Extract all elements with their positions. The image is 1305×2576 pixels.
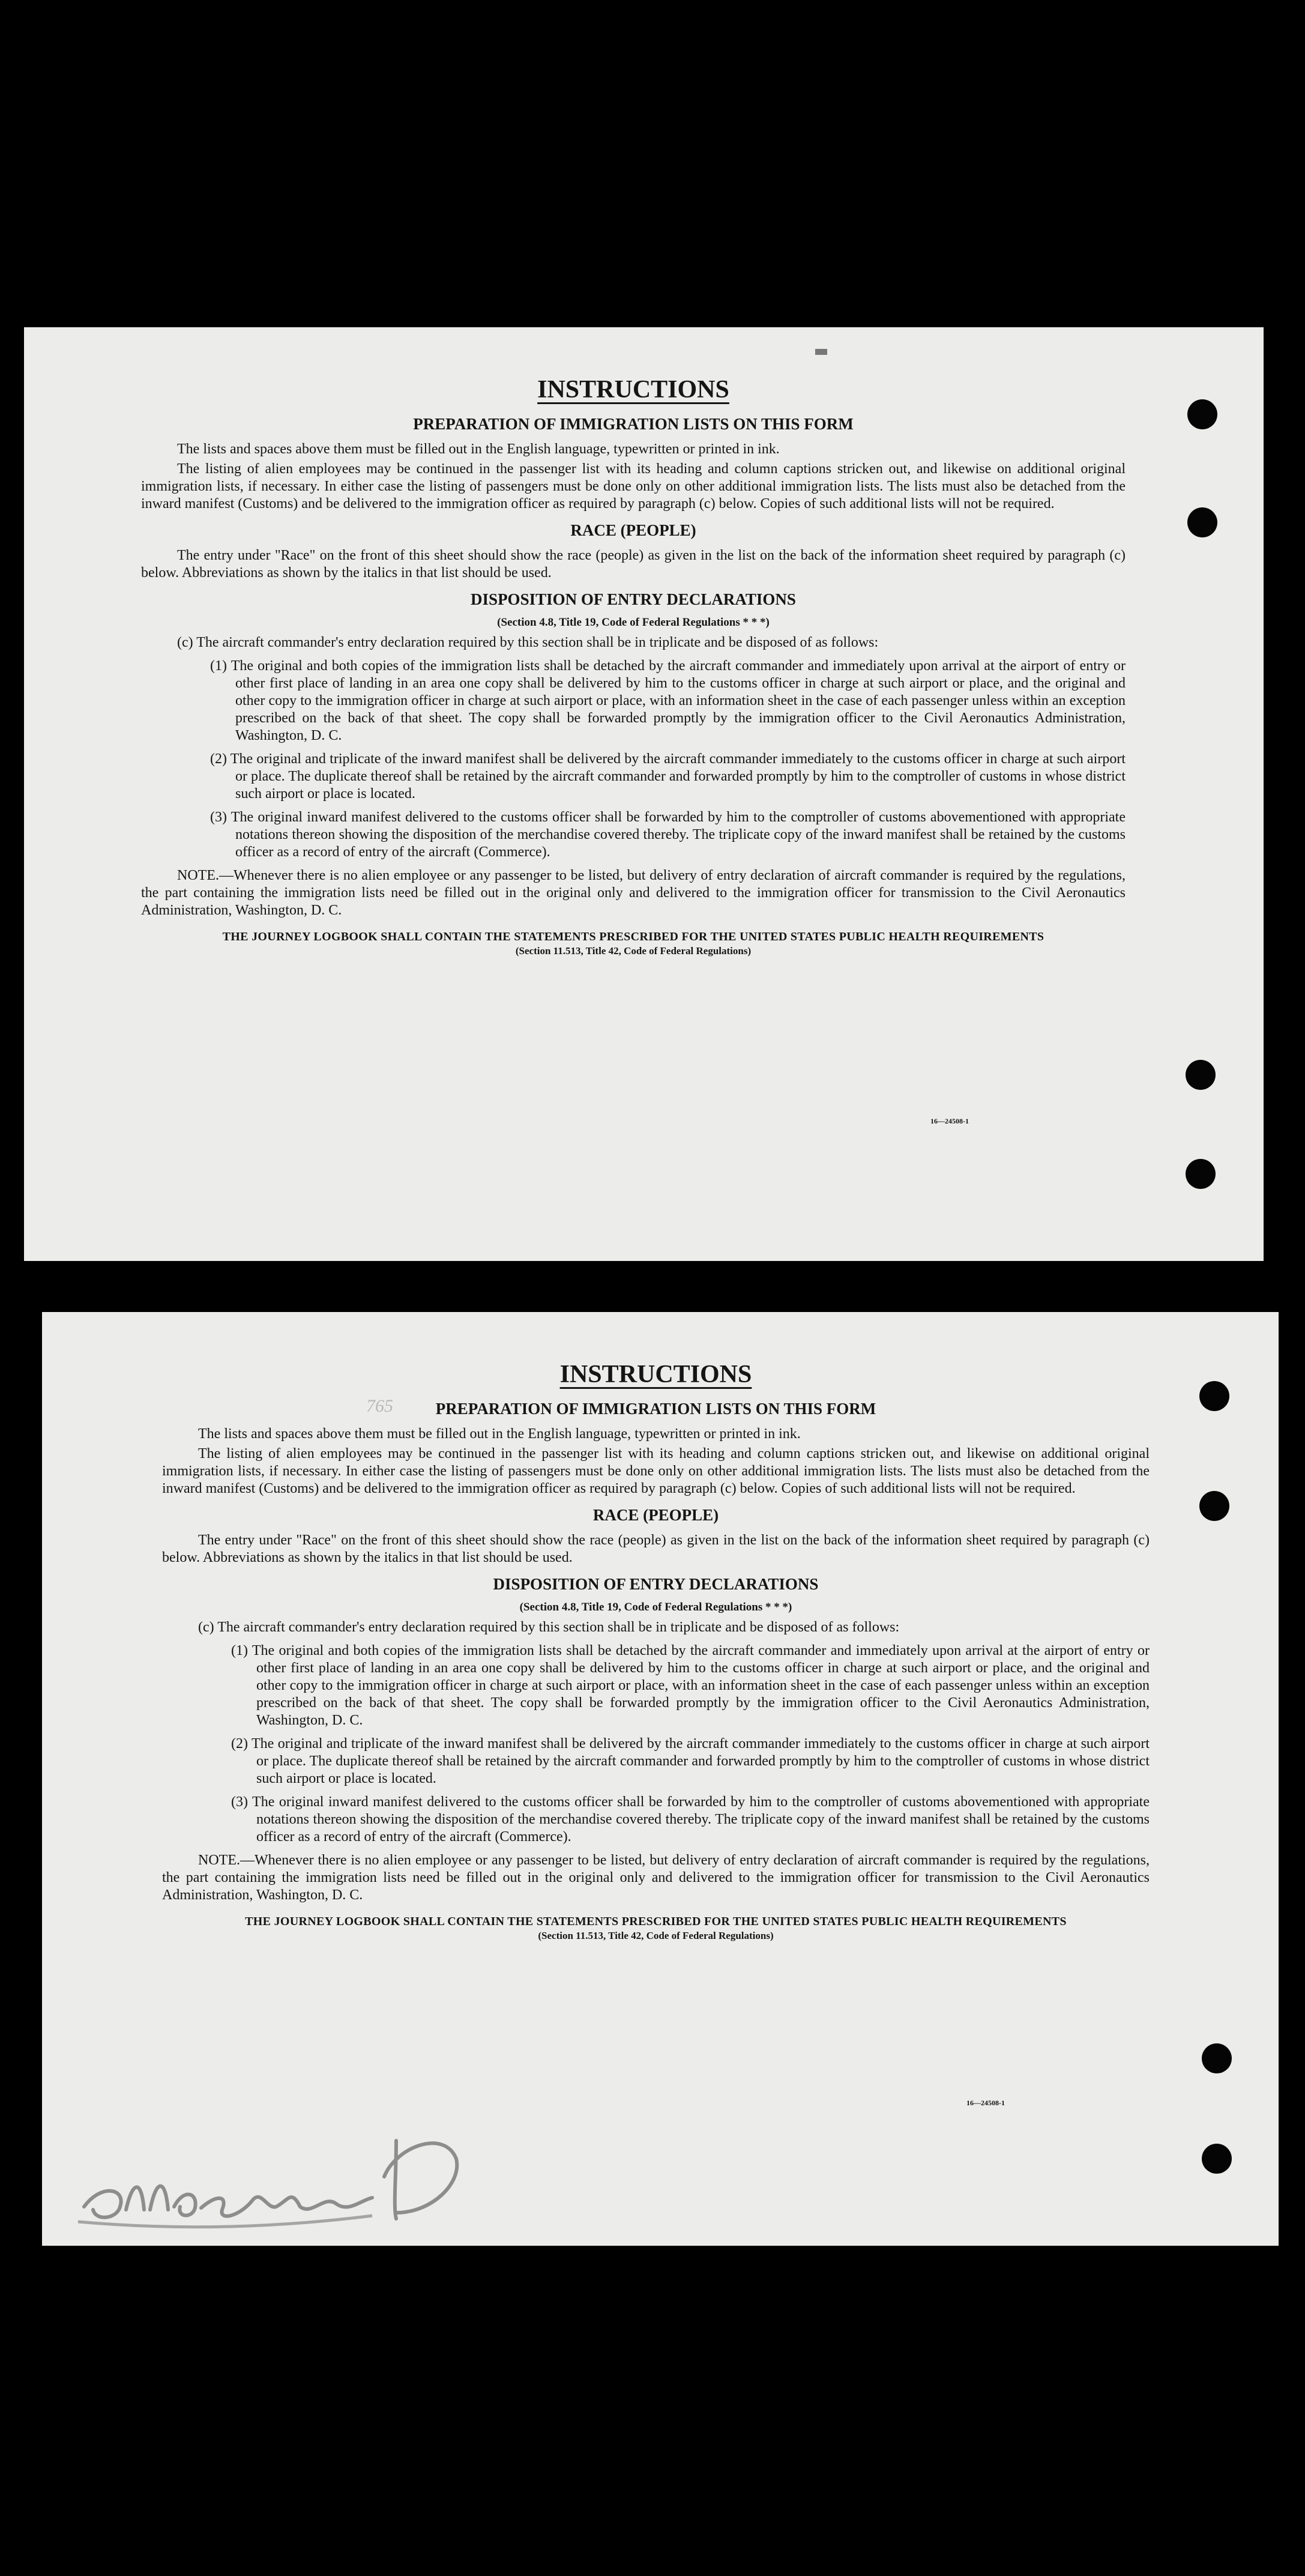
list-item-1: (1) The original and both copies of the immigration lists shall be detached by the aircraft commander and immediately upon arrival at the airport of entry or other first place of landing in an area one copy shall be delivered by him to the customs officer in charge at such airport or place, and the original and other copy to the immigration officer in charge at such airport or place, with an information sheet in the case of each passenger unless within an exception prescribed on the back of that sheet. The copy shall be forwarded promptly by the immigration officer to the Civil Aeronautics Administration, Washington, D. C. [210, 658, 1126, 743]
form-number: 16—24508-1 [930, 1117, 969, 1125]
section-heading-race: RACE (PEOPLE) [570, 521, 696, 539]
list-item-1: (1) The original and both copies of the immigration lists shall be detached by the aircraft commander and immediately upon arrival at the airport of entry or other first place of landing in an area one copy shall be delivered by him to the customs officer in charge at such airport or place, and the original and other copy to the immigration officer in charge at such airport or place, with an information sheet in the case of each passenger unless within an exception prescribed on the back of that sheet. The copy shall be forwarded promptly by the immigration officer to the Civil Aeronautics Administration, Washington, D. C. [231, 1643, 1150, 1728]
section-heading-race: RACE (PEOPLE) [592, 1506, 719, 1524]
paragraph-entry-declaration: (c) The aircraft commander's entry declaration required by this section shall be in triplicate and be disposed of as follows: [177, 635, 879, 650]
note-paragraph: NOTE.—Whenever there is no alien employee or any passenger to be listed, but delivery of entry declaration of aircraft commander is required by the regulations, the part containing the immigration lists need be filled out in the original only and delivered to the immigration officer for transmission to the Civil Aeronautics Administration, Washington, D. C. [141, 868, 1126, 918]
paragraph-alien-employees: The listing of alien employees may be continued in the passenger list with its heading and column captions stricken out, and likewise on additional original immigration lists, if necessary. In either case the listing of passengers must be done only on other additional immigration lists. The lists must also be detached from the inward manifest (Customs) and be delivered to the immigration officer as required by paragraph (c) below. Copies of such additional lists will not be required. [141, 461, 1126, 512]
punch-hole [1187, 507, 1217, 537]
punch-hole [1202, 2144, 1232, 2174]
section-heading-disposition: DISPOSITION OF ENTRY DECLARATIONS [471, 590, 796, 608]
punch-hole [1199, 1381, 1229, 1411]
paragraph-alien-employees: The listing of alien employees may be continued in the passenger list with its heading and column captions stricken out, and likewise on additional original immigration lists, if necessary. In either case the listing of passengers must be done only on other additional immigration lists. The lists must also be detached from the inward manifest (Customs) and be delivered to the immigration officer as required by paragraph (c) below. Copies of such additional lists will not be required. [162, 1446, 1150, 1496]
paragraph-language: The lists and spaces above them must be filled out in the English language, typewritten or printed in ink. [177, 441, 780, 457]
punch-hole [1186, 1060, 1216, 1090]
footer-heading: THE JOURNEY LOGBOOK SHALL CONTAIN THE STATEMENTS PRESCRIBED FOR THE UNITED STATES PUBLIC HEALTH REQUIREMENTS [245, 1915, 1067, 1928]
punch-hole [1202, 2043, 1232, 2073]
section-heading-preparation: PREPARATION OF IMMIGRATION LISTS ON THIS FORM [413, 415, 854, 433]
punch-hole [1199, 1491, 1229, 1521]
section-heading-disposition: DISPOSITION OF ENTRY DECLARATIONS [493, 1575, 819, 1593]
punch-hole [1186, 1159, 1216, 1189]
scan-mark [815, 349, 827, 355]
page-title: INSTRUCTIONS [537, 376, 729, 404]
list-item-3: (3) The original inward manifest delivered to the customs officer shall be forwarded by him to the comptroller of customs abovementioned with appropriate notations thereon showing the disposition of the merchandise covered thereby. The triplicate copy of the inward manifest shall be retained by the customs officer as a record of entry of the aircraft (Commerce). [210, 809, 1126, 860]
document-page-1 [24, 327, 1264, 1261]
section-citation: (Section 4.8, Title 19, Code of Federal Regulations * * *) [497, 616, 770, 629]
section-citation: (Section 4.8, Title 19, Code of Federal Regulations * * *) [519, 1601, 792, 1613]
punch-hole [1187, 399, 1217, 429]
list-item-2: (2) The original and triplicate of the inward manifest shall be delivered by the aircraft commander immediately to the customs officer in charge at such airport or place. The duplicate thereof shall be retained by the aircraft commander and forwarded promptly by him to the comptroller of customs in whose district such airport or place is located. [210, 751, 1126, 802]
footer-citation: (Section 11.513, Title 42, Code of Federal Regulations) [515, 945, 752, 957]
section-heading-preparation: PREPARATION OF IMMIGRATION LISTS ON THIS FORM [435, 1400, 876, 1418]
document-page-2 [42, 1312, 1279, 2246]
note-paragraph: NOTE.—Whenever there is no alien employee or any passenger to be listed, but delivery of entry declaration of aircraft commander is required by the regulations, the part containing the immigration lists need be filled out in the original only and delivered to the immigration officer for transmission to the Civil Aeronautics Administration, Washington, D. C. [162, 1852, 1150, 1903]
page-title: INSTRUCTIONS [559, 1361, 752, 1388]
footer-citation: (Section 11.513, Title 42, Code of Federal Regulations) [538, 1930, 774, 1941]
list-item-2: (2) The original and triplicate of the inward manifest shall be delivered by the aircraft commander immediately to the customs officer in charge at such airport or place. The duplicate thereof shall be retained by the aircraft commander and forwarded promptly by him to the comptroller of customs in whose district such airport or place is located. [231, 1736, 1150, 1786]
form-number: 16—24508-1 [966, 2099, 1005, 2107]
handwritten-signature [60, 2105, 480, 2261]
footer-heading: THE JOURNEY LOGBOOK SHALL CONTAIN THE STATEMENTS PRESCRIBED FOR THE UNITED STATES PUBLIC HEALTH REQUIREMENTS [222, 930, 1044, 943]
paragraph-race: The entry under "Race" on the front of this sheet should show the race (people) as given in the list on the back of the information sheet required by paragraph (c) below. Abbreviations as shown by the italics in that list should be used. [162, 1532, 1150, 1565]
paragraph-entry-declaration: (c) The aircraft commander's entry declaration required by this section shall be in triplicate and be disposed of as follows: [198, 1619, 900, 1635]
paragraph-language: The lists and spaces above them must be filled out in the English language, typewritten or printed in ink. [198, 1426, 801, 1442]
handwritten-note: 765 [366, 1396, 393, 1416]
paragraph-race: The entry under "Race" on the front of this sheet should show the race (people) as given in the list on the back of the information sheet required by paragraph (c) below. Abbreviations as shown by the italics in that list should be used. [141, 548, 1126, 581]
list-item-3: (3) The original inward manifest delivered to the customs officer shall be forwarded by him to the comptroller of customs abovementioned with appropriate notations thereon showing the disposition of the merchandise covered thereby. The triplicate copy of the inward manifest shall be retained by the customs officer as a record of entry of the aircraft (Commerce). [231, 1794, 1150, 1845]
